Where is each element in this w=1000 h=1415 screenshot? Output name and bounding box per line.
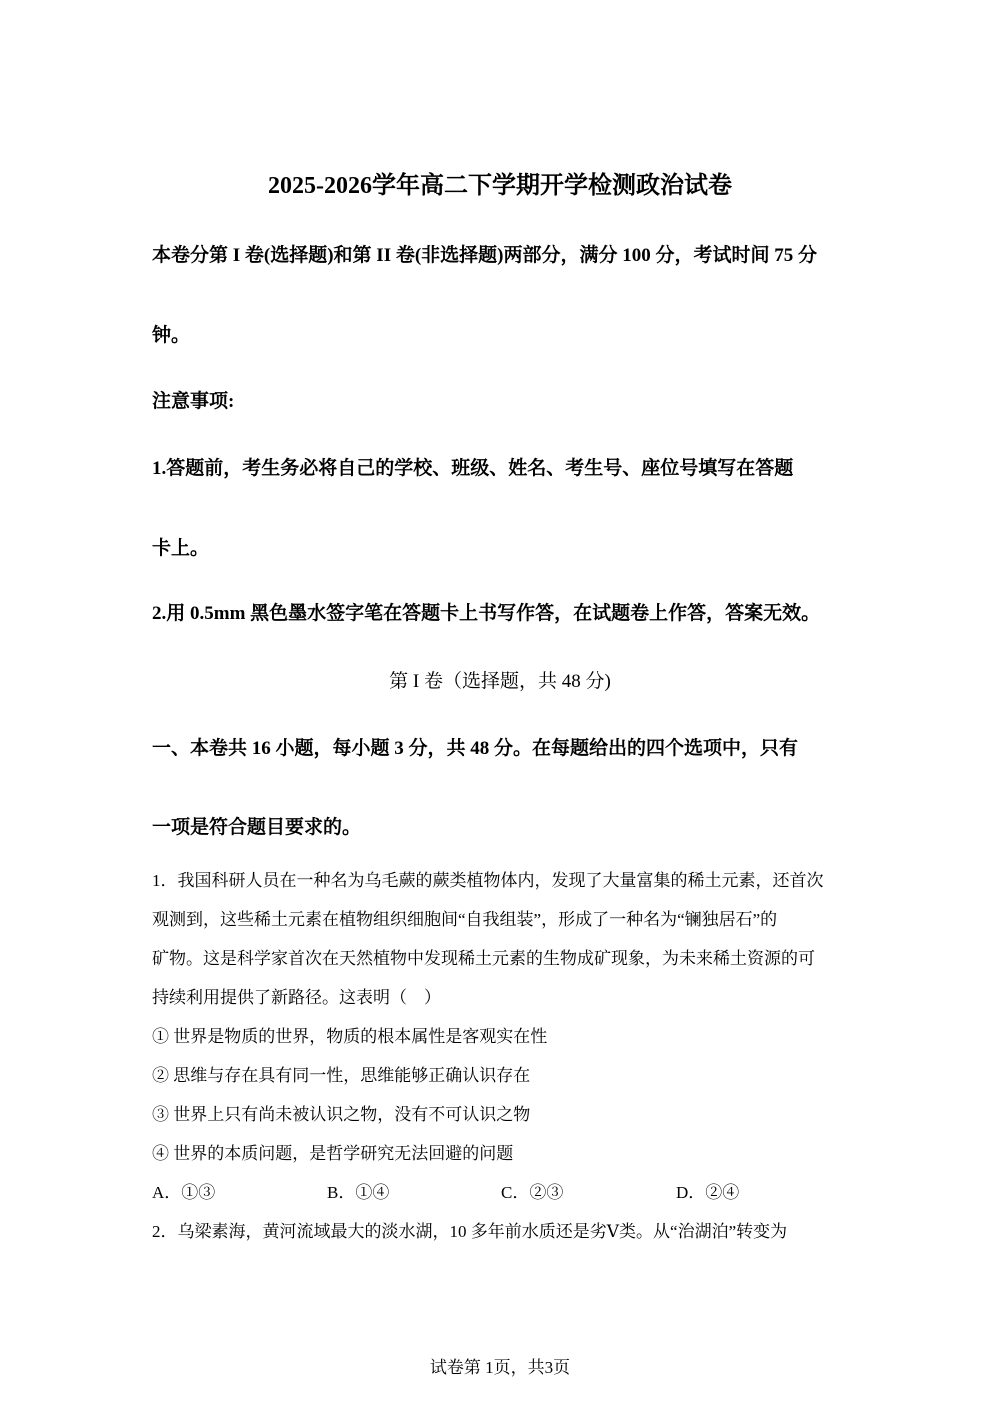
question-2-line-1: 2．乌梁素海，黄河流域最大的淡水湖，10 多年前水质还是劣Ⅴ类。从“治湖泊”转变为 [152,1222,788,1241]
intro-line-2: 钟。 [152,325,191,346]
question-1-statement: ② 思维与存在具有同一性，思维能够正确认识存在 [152,1066,531,1085]
question-1-option-b: B．①④ [327,1183,390,1202]
intro-line-1: 本卷分第 I 卷(选择题)和第 II 卷(非选择题)两部分，满分 100 分，考试时间 75 分 [152,245,817,266]
question-1-line: 矿物。这是科学家首次在天然植物中发现稀土元素的生物成矿现象，为未来稀土资源的可 [152,949,815,968]
question-1-statement: ④ 世界的本质问题，是哲学研究无法回避的问题 [152,1144,514,1163]
question-1-line: 持续利用提供了新路径。这表明（ ） [152,988,441,1007]
page-title: 2025-2026学年高二下学期开学检测政治试卷 [268,173,732,199]
question-1-option-d: D．②④ [676,1183,740,1202]
question-1-option-c: C．②③ [501,1183,564,1202]
notice-item-1-line-2: 卡上。 [152,538,210,559]
page-footer: 试卷第 1页，共3页 [429,1358,571,1377]
section-title: 第 I 卷（选择题，共 48 分) [389,671,611,692]
question-1-statement: ③ 世界上只有尚未被认识之物，没有不可认识之物 [152,1105,531,1124]
question-1-option-a: A．①③ [152,1183,216,1202]
section-instruction-line-2: 一项是符合题目要求的。 [152,817,362,838]
notice-item-1-line-1: 1.答题前，考生务必将自己的学校、班级、姓名、考生号、座位号填写在答题 [152,458,794,479]
question-1-statement: ① 世界是物质的世界，物质的根本属性是客观实在性 [152,1027,548,1046]
section-instruction-line-1: 一、本卷共 16 小题，每小题 3 分，共 48 分。在每题给出的四个选项中，只有 [152,738,799,759]
question-1-line: 1．我国科研人员在一种名为乌毛蕨的蕨类植物体内，发现了大量富集的稀土元素，还首次 [152,871,824,890]
question-1-line: 观测到，这些稀土元素在植物组织细胞间“自我组装”，形成了一种名为“镧独居石”的 [152,910,778,929]
notice-heading: 注意事项: [152,391,235,412]
notice-item-2: 2.用 0.5mm 黑色墨水签字笔在答题卡上书写作答，在试题卷上作答，答案无效。 [152,603,821,624]
